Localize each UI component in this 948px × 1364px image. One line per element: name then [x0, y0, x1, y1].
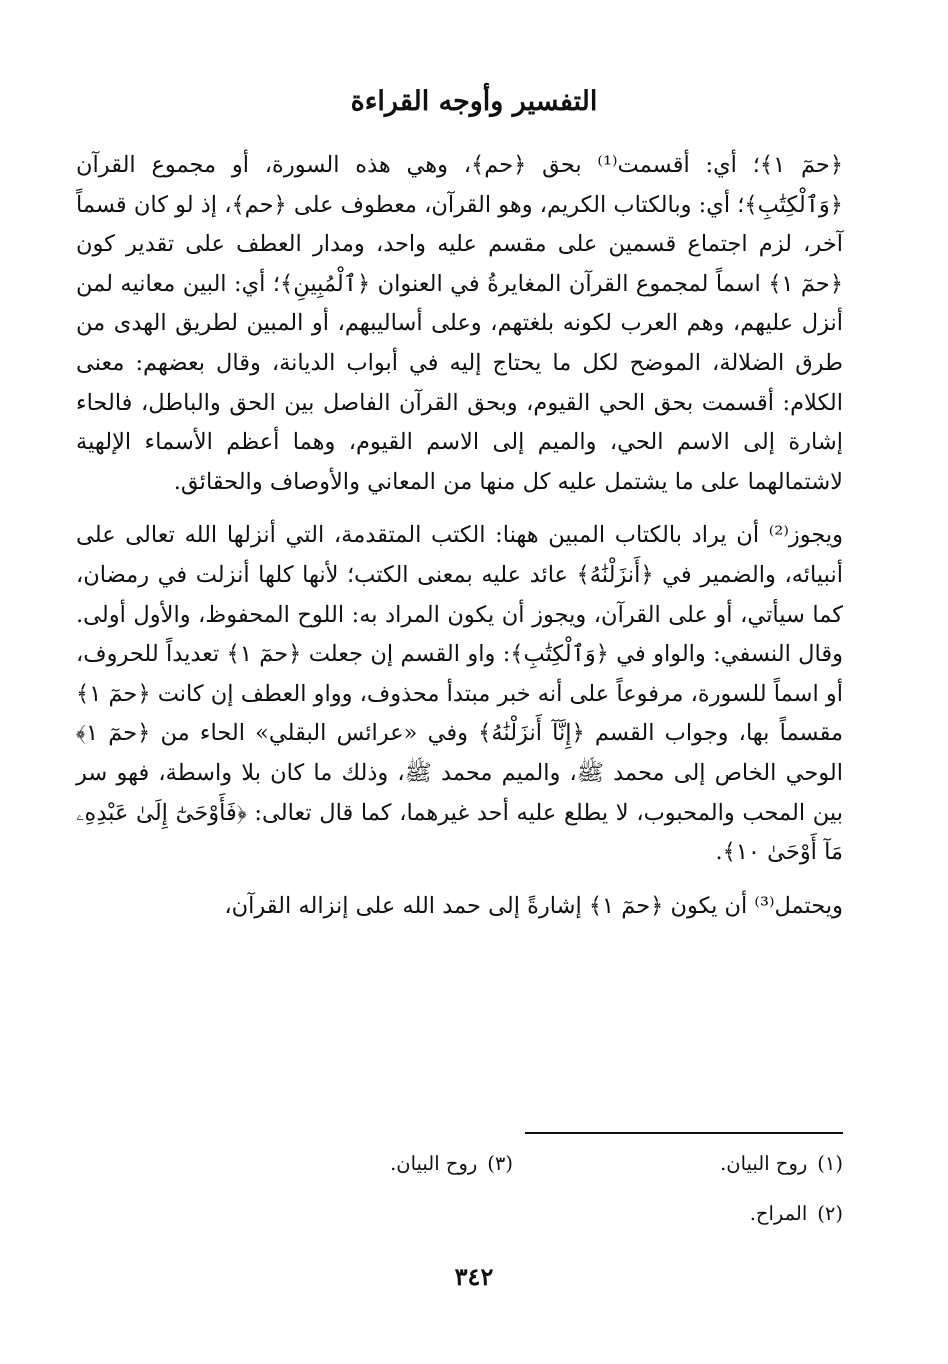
running-title: التفسير وأوجه القراءة: [350, 86, 598, 117]
footnote-3: [390, 1152, 513, 1175]
footnote-text: المراح.: [749, 1202, 808, 1225]
footnote-divider: [525, 1132, 843, 1134]
page-number: ٣٤٢: [454, 1262, 494, 1291]
paragraph-3: ويحتمل⁽³⁾ أن يكون ﴿حمٓ ١﴾ إشارةً إلى حمد الله على إنزاله القرآن،: [224, 892, 843, 919]
footnote-1: [720, 1152, 843, 1175]
footnote-text: روح البيان.: [390, 1152, 478, 1175]
footnote-number: (١): [817, 1152, 843, 1175]
paragraph-2: ويجوز⁽²⁾ أن يراد بالكتاب المبين ههنا: الكتب المتقدمة، التي أنزلها الله تعالى على أنبيائه، والضمير في ﴿أَنزَلْنَٰهُ﴾ عائد عليه بمعنى الكتب؛ لأنها كلها أنزلت في رمضان، كما سيأتي، أو على القرآن، ويجوز أن يكون المراد به: اللوح المحفوظ، والأول أولى. وقال النسفي: والواو في ﴿وَٱلْكِتَٰبِ﴾: واو القسم إن جعلت ﴿حمٓ ١﴾ تعديداً للحروف، أو اسماً للسورة، مرفوعاً على أنه خبر مبتدأ محذوف، وواو العطف إن كانت ﴿حمٓ ١﴾ مقسماً بها، وجواب القسم ﴿إِنَّآ أَنزَلْنَٰهُ﴾ وفي «عرائس البقلي» الحاء من ﴿حمٓ ١﴾ الوحي الخاص إلى محمد ﷺ، والميم محمد ﷺ، وذلك ما كان بلا واسطة، فهو سر بين المحب والمحبوب، لا يطلع عليه أحد غيرهما، كما قال تعالى: ﴿فَأَوْحَىٰٓ إِلَىٰ عَبْدِهِۦ مَآ أَوْحَىٰ ١٠﴾.: [76, 522, 844, 866]
footnote-text: روح البيان.: [720, 1152, 808, 1175]
body-text: [76, 146, 843, 926]
footnote-number: (٢): [817, 1202, 843, 1225]
paragraph-1: ﴿حمٓ ١﴾؛ أي: أقسمت⁽¹⁾ بحق ﴿حم﴾، وهي هذه السورة، أو مجموع القرآن ﴿وَٱلْكِتَٰبِ﴾؛ أي: وبالكتاب الكريم، وهو القرآن، معطوف على ﴿حم﴾، إذ لو كان قسماً آخر، لزم اجتماع قسمين على مقسم عليه واحد، ومدار العطف على تقدير كون ﴿حمٓ ١﴾ اسماً لمجموع القرآن المغايرةُ في العنوان ﴿ٱلْمُبِينِ﴾؛ أي: البين معانيه لمن أنزل عليهم، وهم العرب لكونه بلغتهم، وعلى أساليبهم، أو المبين لطريق الهدى من طرق الضلالة، الموضح لكل ما يحتاج إليه في أبواب الديانة، وقال بعضهم: معنى الكلام: أقسمت بحق الحي القيوم، وبحق القرآن الفاصل بين الحق والباطل، فالحاء إشارة إلى الاسم الحي، والميم إلى الاسم القيوم، وهما أعظم الأسماء الإلهية لاشتمالهما على ما يشتمل عليه كل منها من المعاني والأوصاف والحقائق.: [76, 152, 844, 495]
footnote-2: [750, 1202, 843, 1225]
footnote-number: (٣): [487, 1152, 513, 1175]
